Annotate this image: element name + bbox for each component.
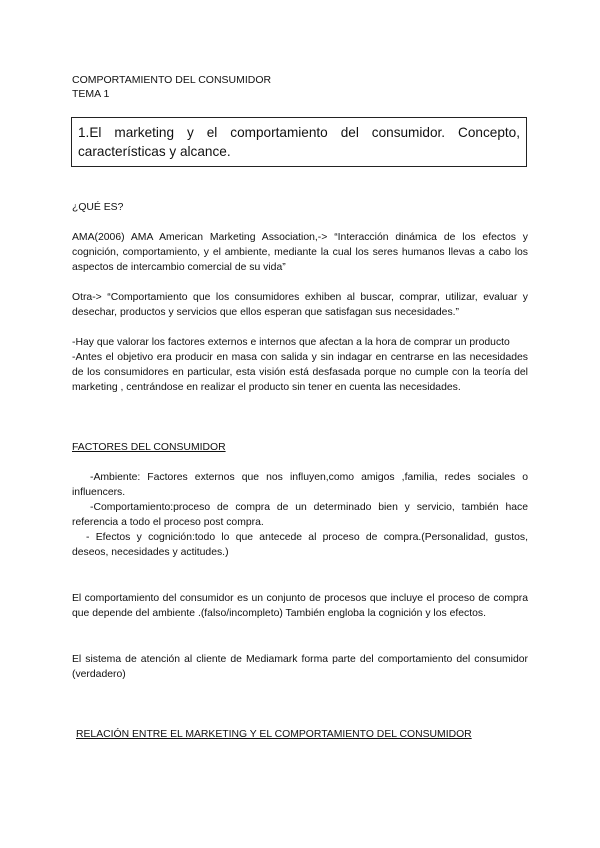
factor-comportamiento: -Comportamiento:proceso de compra de un determinado bien y servicio, también hace referencia a todo el proceso post compra.: [72, 502, 528, 528]
statement-1-text: El comportamiento del consumidor es un conjunto de procesos que incluye el proceso de compra que depende del ambiente .(falso/incompleto) También engloba la cognición y los efectos.: [72, 593, 528, 619]
factor-ambiente: -Ambiente: Factores externos que nos influyen,como amigos ,familia, redes sociales o influencers.: [72, 472, 528, 498]
course-title: COMPORTAMIENTO DEL CONSUMIDOR: [72, 74, 272, 86]
factor-efectos-cognicion: - Efectos y cognición:todo lo que antecede al proceso de compra.(Personalidad, gustos, deseos, necesidades y actitudes.): [72, 532, 528, 558]
document-header: [72, 73, 271, 101]
que-es-heading: ¿QUÉ ES?: [72, 202, 124, 213]
ama-definition-text: AMA(2006) AMA American Marketing Association,-> “Interacción dinámica de los efectos y cognición, comportamiento, y el ambiente, mediante la cual los seres humanos llevas a cabo los aspectos de intercambio comercial de su vida”: [72, 232, 528, 273]
statement-2-paragraph: [72, 652, 528, 682]
section-title-box: [71, 117, 527, 167]
statement-1-paragraph: [72, 591, 528, 621]
note-mass-production: -Antes el objetivo era producir en masa con salida y sin indagar en centrarse en las necesidades de los consumidores en particular, esta visión está desfasada porque no cumple con la teoría del marketing , centrándose en realizar el producto sin tener en cuenta las necesidades.: [72, 352, 528, 393]
statement-2-text: El sistema de atención al cliente de Mediamark forma parte del comportamiento del consumidor (verdadero): [72, 654, 528, 680]
other-definition-text: Otra-> “Comportamiento que los consumidores exhiben al buscar, comprar, utilizar, evaluar y desechar, productos y servicios que ellos esperan que satisfagan sus necesidades.”: [72, 292, 528, 318]
section-title-text: 1.El marketing y el comportamiento del consumidor. Concepto, características y alcance.: [78, 125, 520, 159]
relacion-heading: RELACIÓN ENTRE EL MARKETING Y EL COMPORTAMIENTO DEL CONSUMIDOR: [76, 729, 472, 740]
factores-heading: FACTORES DEL CONSUMIDOR: [72, 442, 226, 453]
ama-definition-paragraph: [72, 230, 528, 275]
factores-list: [72, 470, 528, 560]
topic-number: TEMA 1: [72, 88, 110, 100]
note-external-internal: -Hay que valorar los factores externos e internos que afectan a la hora de comprar un producto: [72, 337, 510, 348]
notes-paragraph: [72, 335, 528, 395]
other-definition-paragraph: [72, 290, 528, 320]
